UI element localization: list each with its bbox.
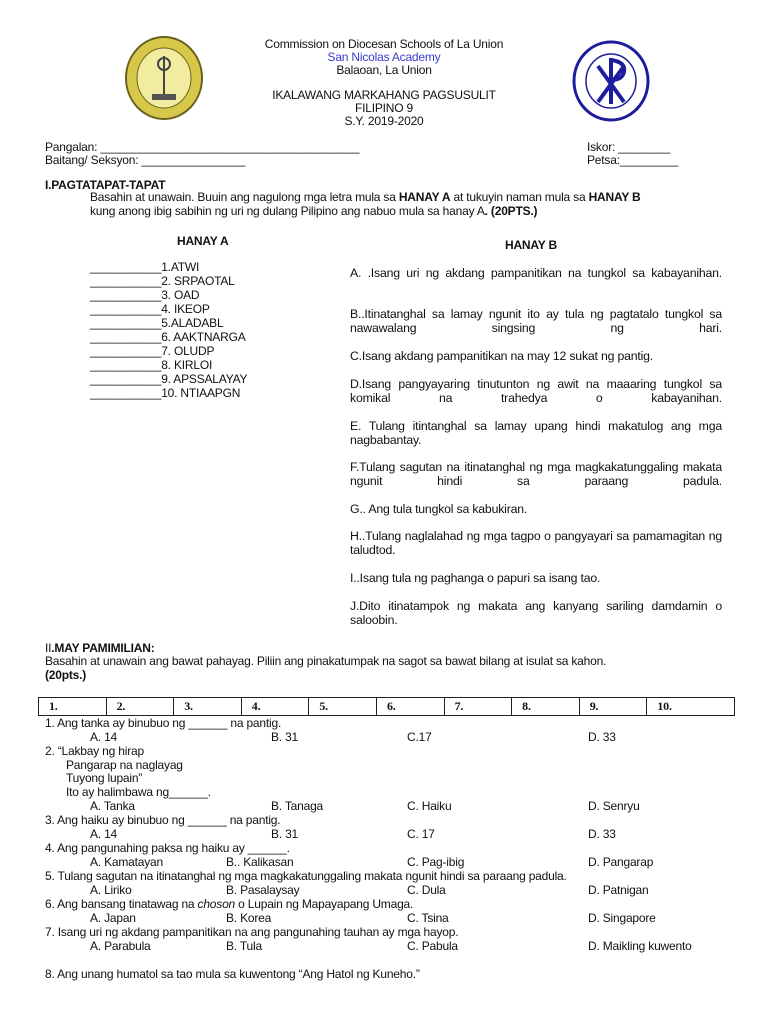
hanay-b-item: E. Tulang itintanghal sa lamay upang hindi makatulog ang mga nagbabantay.	[350, 419, 722, 447]
hanay-b-item: H..Tulang naglalahad ng mga tagpo o pangyayari sa pamamagitan ng taludtod.	[350, 529, 722, 557]
choice-option[interactable]: B. Korea	[226, 910, 272, 925]
hanay-a-item[interactable]: ___________7. OLUDP	[90, 344, 215, 358]
question-text: Pangarap na naglayag	[66, 757, 183, 772]
answer-box[interactable]: 5.	[309, 698, 377, 716]
choice-option[interactable]: A. Japan	[90, 910, 136, 925]
choice-option[interactable]: D. Maikling kuwento	[588, 938, 692, 953]
answer-box[interactable]: 3.	[174, 698, 242, 716]
choice-option[interactable]: A. Liriko	[90, 882, 132, 897]
hanay-b-item: A. .Isang uri ng akdang pampanitikan na tungkol sa kabayanihan.	[350, 266, 722, 280]
score-field[interactable]: Iskor: ________	[587, 140, 671, 154]
choice-option[interactable]: A. Tanka	[90, 798, 135, 813]
choice-option[interactable]: D. Singapore	[588, 910, 656, 925]
hanay-a-item[interactable]: ___________10. NTIAAPGN	[90, 386, 241, 400]
answer-box-table	[38, 697, 735, 716]
choice-option[interactable]: B. 31	[271, 826, 299, 841]
answer-box[interactable]: 1.	[39, 698, 107, 716]
hanay-a-item[interactable]: ___________8. KIRLOI	[90, 358, 213, 372]
choice-option[interactable]: A. 14	[90, 730, 118, 744]
question-text: 8. Ang unang humatol sa tao mula sa kuwentong “Ang Hatol ng Kuneho.”	[45, 966, 420, 981]
choice-option[interactable]: D. Patnigan	[588, 882, 649, 897]
choice-option[interactable]: C.17	[407, 730, 432, 744]
hanay-b-item: C.Isang akdang pampanitikan na may 12 sukat ng pantig.	[350, 349, 653, 363]
part1-title: I.PAGTATAPAT-TAPAT	[45, 178, 166, 192]
choice-option[interactable]: B. Pasalaysay	[226, 882, 300, 897]
choice-option[interactable]: D. Pangarap	[588, 854, 654, 869]
part2-title: II.MAY PAMIMILIAN:	[45, 641, 155, 655]
question-text: Ito ay halimbawa ng______.	[66, 784, 211, 799]
hanay-b-item: G.. Ang tula tungkol sa kabukiran.	[350, 502, 528, 516]
question-text: 5. Tulang sagutan na itinatanghal ng mga magkakatunggaling makata ngunit hindi sa paraang padula.	[45, 868, 567, 883]
exam-title: IKALAWANG MARKAHANG PAGSUSULIT	[272, 88, 496, 102]
choice-option[interactable]: D. Senryu	[588, 798, 640, 813]
part1-instructions-2: kung anong ibig sabihin ng uri ng dulang Pilipino ang nabuo mula sa hanay A. (20PTS.)	[90, 204, 538, 218]
choice-option[interactable]: B. Tula	[226, 938, 262, 953]
choice-option[interactable]: A. 14	[90, 826, 118, 841]
hanay-b-item: F.Tulang sagutan na itinatanghal ng mga magkakatunggaling makata ngunit hindi sa paraang padula.	[350, 460, 722, 488]
question-text: 2. “Lakbay ng hirap	[45, 744, 144, 758]
hanay-a-item[interactable]: ___________5.ALADABL	[90, 316, 224, 330]
subject: FILIPINO 9	[354, 101, 414, 115]
choice-option[interactable]: C. Haiku	[407, 798, 452, 813]
part1-instructions: Basahin at unawain. Buuin ang nagulong mga letra mula sa HANAY A at tukuyin naman mula sa HANAY B	[90, 190, 641, 204]
question-text: 7. Isang uri ng akdang pampanitikan na ang pangunahing tauhan ay mga hayop.	[45, 924, 459, 939]
choice-option[interactable]: A. Parabula	[90, 938, 151, 953]
school-location: Balaoan, La Union	[336, 63, 432, 77]
hanay-b-title: HANAY B	[505, 238, 557, 252]
hanay-b-item: I..Isang tula ng paghanga o papuri sa isang tao.	[350, 571, 601, 585]
answer-box[interactable]: 4.	[241, 698, 309, 716]
choice-option[interactable]: C. Pag-ibig	[407, 854, 465, 869]
choice-option[interactable]: B. Tanaga	[271, 798, 324, 813]
answer-box[interactable]: 8.	[512, 698, 580, 716]
choice-option[interactable]: D. 33	[588, 730, 616, 744]
hanay-a-item[interactable]: ___________1.ATWI	[90, 260, 200, 274]
choice-option[interactable]: B. 31	[271, 730, 299, 744]
question-text: 6. Ang bansang tinatawag na choson o Lupain ng Mapayapang Umaga.	[45, 896, 414, 911]
date-field[interactable]: Petsa:_________	[587, 153, 679, 167]
part2-instructions: Basahin at unawain ang bawat pahayag. Piliin ang pinakatumpak na sagot sa bawat bilang at isulat sa kahon.	[45, 654, 607, 668]
hanay-b-item: J.Dito itinatampok ng makata ang kanyang sariling damdamin o saloobin.	[350, 599, 722, 627]
hanay-b-item: B..Itinatanghal sa lamay ngunit ito ay tula ng pagtatalo tungkol sa nawawalang singsing ng hari.	[350, 307, 722, 335]
part2-points: (20pts.)	[45, 668, 87, 682]
grade-section-field[interactable]: Baitang/ Seksyon: ________________	[45, 153, 246, 167]
hanay-a-item[interactable]: ___________6. AAKTNARGA	[90, 330, 246, 344]
question-text: 1. Ang tanka ay binubuo ng ______ na pantig.	[45, 716, 282, 730]
choice-option[interactable]: A. Kamatayan	[90, 854, 163, 869]
school-year: S.Y. 2019-2020	[344, 114, 424, 128]
commission-name: Commission on Diocesan Schools of La Union	[264, 37, 504, 51]
hanay-a-item[interactable]: ___________9. APSSALAYAY	[90, 372, 248, 386]
question-text: 4. Ang pangunahing paksa ng haiku ay ______.	[45, 840, 290, 855]
choice-option[interactable]: C. Dula	[407, 882, 446, 897]
question-text: 3. Ang haiku ay binubuo ng ______ na pantig.	[45, 812, 281, 827]
question-text: Tuyong lupain”	[66, 771, 143, 785]
choice-option[interactable]: D. 33	[588, 826, 616, 841]
school-name: San Nicolas Academy	[327, 50, 441, 64]
choice-option[interactable]: B.. Kalikasan	[226, 854, 294, 869]
choice-option[interactable]: C. 17	[407, 826, 435, 841]
choice-option[interactable]: C. Tsina	[407, 910, 449, 925]
hanay-a-item[interactable]: ___________3. OAD	[90, 288, 200, 302]
answer-box[interactable]: 9.	[579, 698, 647, 716]
hanay-a-title: HANAY A	[177, 234, 229, 248]
choice-option[interactable]: C. Pabula	[407, 938, 458, 953]
hanay-b-item: D.Isang pangyayaring tinutunton ng awit na maaaring tungkol sa komikal na trahedya o kabayanihan.	[350, 377, 722, 405]
hanay-a-item[interactable]: ___________4. IKEOP	[90, 302, 210, 316]
hanay-a-item[interactable]: ___________2. SRPAOTAL	[90, 274, 235, 288]
answer-box[interactable]: 6.	[376, 698, 444, 716]
answer-box[interactable]: 7.	[444, 698, 512, 716]
answer-box[interactable]: 2.	[106, 698, 174, 716]
name-field[interactable]: Pangalan: ________________________________________	[45, 140, 360, 154]
answer-box[interactable]: 10.	[647, 698, 735, 716]
